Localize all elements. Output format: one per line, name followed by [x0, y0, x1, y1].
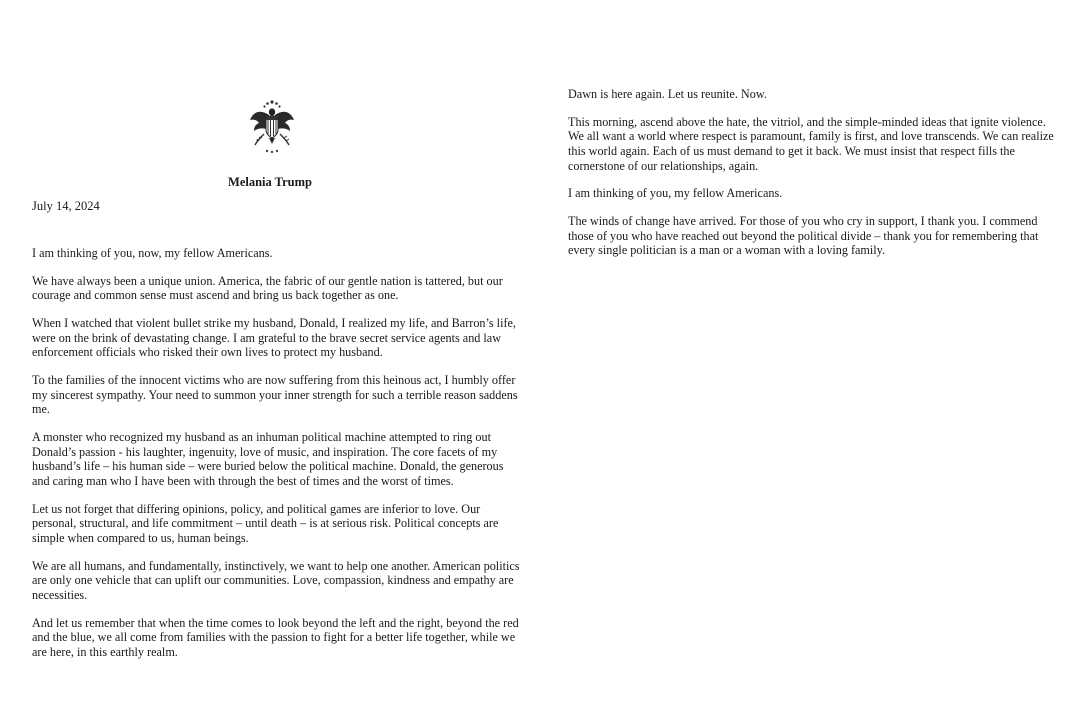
letter-body-right: [568, 87, 1058, 271]
author-name: Melania Trump: [228, 175, 312, 189]
paragraph: This morning, ascend above the hate, the vitriol, and the simple-minded ideas that ignite violence. We all want a world where respect is paramount, family is first, and love transcends. We can realize this world again. Each of us must demand to get it back. We must insist that respect fills the cornerstone of our relationships, again.: [568, 114, 1054, 173]
paragraph: The winds of change have arrived. For those of you who cry in support, I thank you. I commend those of you who have reached out beyond the political divide – thank you for remembering that every single politician is a man or a woman with a loving family.: [568, 214, 1039, 258]
letter-date: July 14, 2024: [32, 199, 100, 213]
paragraph: Dawn is here again. Let us reunite. Now.: [568, 87, 767, 101]
paragraph: And let us remember that when the time comes to look beyond the left and the right, beyond the red and the blue, we all come from families with the passion to fight for a better life together, while we are here, in this earthly realm.: [32, 615, 519, 659]
paragraph: I am thinking of you, my fellow Americans.: [568, 186, 783, 201]
letter-body-left: [32, 246, 522, 673]
paragraph: A monster who recognized my husband as an inhuman political machine attempted to ring out Donald’s passion - his laughter, ingenuity, love of music, and inspiration. The core facets of my husband’s life – his human side – were buried below the political machine. Donald, the generous and caring man who I have been with through the best of times and the worst of times.: [32, 430, 504, 488]
paragraph: We have always been a unique union. America, the fabric of our gentle nation is tattered, but our courage and common sense must ascend and bring us back together as one.: [32, 273, 503, 303]
paragraph: I am thinking of you, now, my fellow Americans.: [32, 246, 273, 260]
eagle-seal-icon: [248, 98, 296, 158]
letter-page-2: [540, 0, 1080, 713]
paragraph: To the families of the innocent victims who are now suffering from this heinous act, I humbly offer my sincerest sympathy. Your need to summon your inner strength for such a terrible reason saddens me.: [32, 373, 518, 417]
paragraph: We are all humans, and fundamentally, instinctively, we want to help one another. American politics are only one vehicle that can uplift our communities. Love, compassion, kindness and empathy are necessities.: [32, 558, 520, 602]
paragraph: Let us not forget that differing opinions, policy, and political games are inferior to love. Our personal, structural, and life commitment – until death – is at serious risk. Political concepts are simple when compared to us, human beings.: [32, 501, 499, 545]
paragraph: When I watched that violent bullet strike my husband, Donald, I realized my life, and Barron’s life, were on the brink of devastating change. I am grateful to the brave secret service agents and law enforcement officials who risked their own lives to protect my husband.: [32, 316, 516, 360]
